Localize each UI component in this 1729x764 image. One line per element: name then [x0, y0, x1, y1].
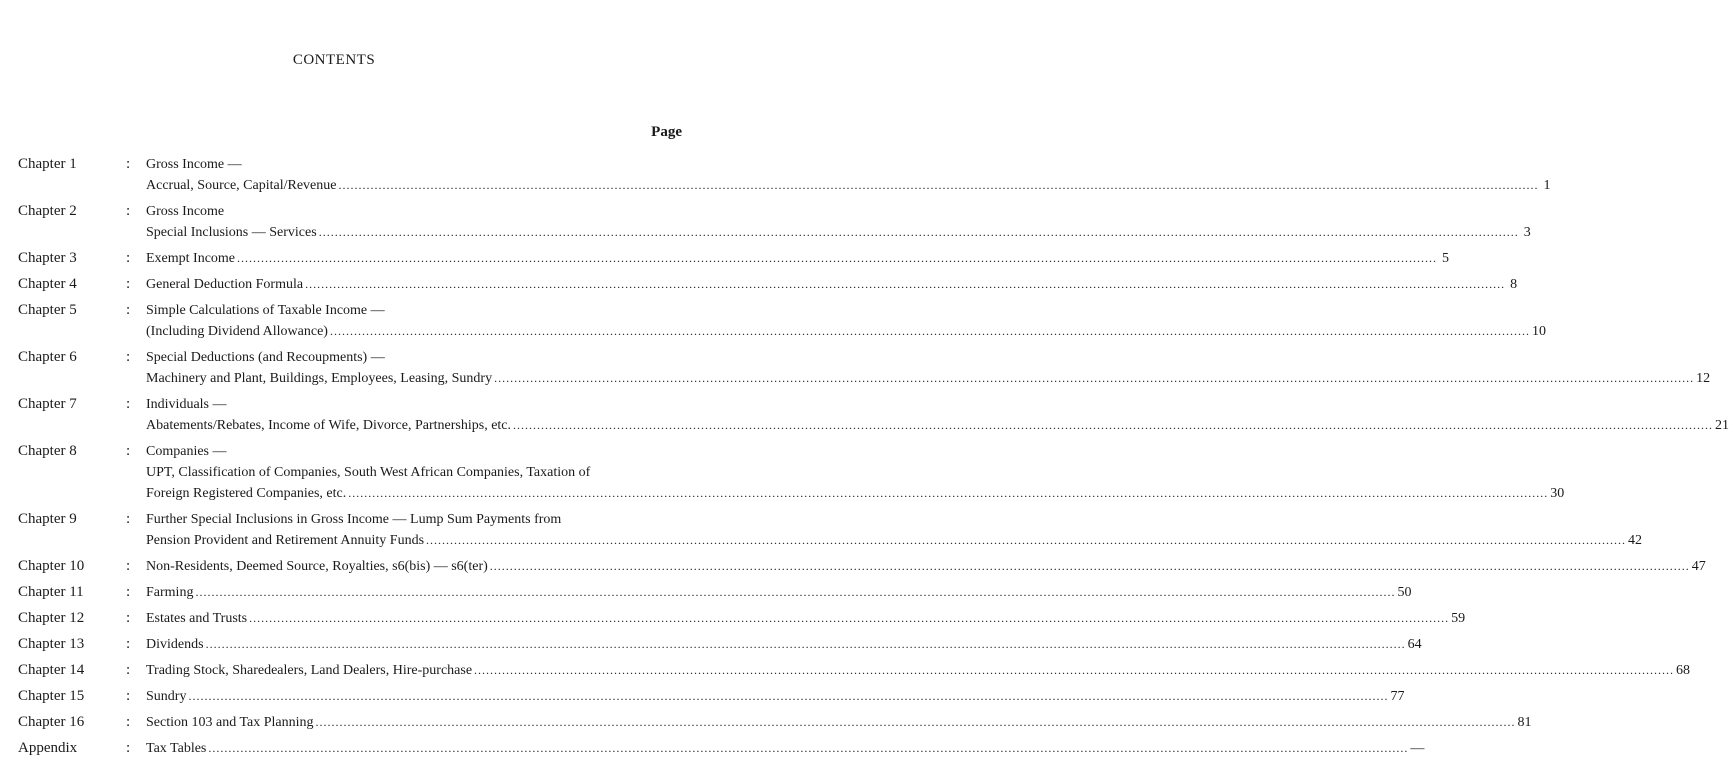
description-text: Pension Provident and Retirement Annuity Funds [146, 533, 425, 548]
entry-description [146, 509, 1643, 551]
page-number: 1 [1543, 178, 1551, 193]
chapter-label: Chapter 6 [18, 349, 77, 365]
separator-colon: : [126, 302, 131, 318]
description-final-line [146, 175, 1551, 196]
entry-description [146, 556, 1706, 577]
dot-leader: ............................................................................................................................................................................................................................................................................................................ [318, 225, 1519, 239]
toc-entry [0, 686, 1405, 707]
description-text: Trading Stock, Sharedealers, Land Dealers, Hire-purchase [146, 663, 473, 678]
separator-colon: : [126, 156, 131, 172]
page-number: 47 [1691, 559, 1706, 574]
description-final-line [146, 248, 1450, 269]
description-final-line [146, 415, 1729, 436]
dot-leader: ............................................................................................................................................................................................................................................................................................................ [208, 741, 1409, 755]
description-text: Dividends [146, 637, 204, 652]
entry-description [146, 394, 1729, 436]
entry-description [146, 582, 1412, 603]
toc-entry [0, 738, 1425, 759]
chapter-label: Chapter 7 [18, 396, 77, 412]
description-text: Non-Residents, Deemed Source, Royalties, s6(bis) — s6(ter) [146, 559, 488, 574]
page-number: 50 [1397, 585, 1412, 600]
dot-leader: ............................................................................................................................................................................................................................................................................................................ [338, 178, 1539, 192]
chapter-label: Chapter 14 [18, 662, 85, 678]
page-number: — [1410, 741, 1425, 756]
separator-colon: : [126, 396, 131, 412]
chapter-label: Chapter 2 [18, 203, 77, 219]
dot-leader: ............................................................................................................................................................................................................................................................................................................ [426, 533, 1627, 547]
description-text: Special Inclusions — Services [146, 225, 317, 240]
dot-leader: ............................................................................................................................................................................................................................................................................................................ [494, 371, 1695, 385]
entry-description [146, 201, 1531, 243]
page-number: 42 [1628, 533, 1643, 548]
chapter-label: Chapter 16 [18, 714, 85, 730]
separator-colon: : [126, 636, 131, 652]
page-number: 30 [1550, 486, 1565, 501]
description-final-line [146, 634, 1422, 655]
toc-entry [0, 300, 1546, 342]
page-number: 77 [1390, 689, 1405, 704]
separator-colon: : [126, 250, 131, 266]
toc-entry [0, 660, 1691, 681]
toc-entry [0, 274, 1518, 295]
toc-entry [0, 634, 1422, 655]
entry-description [146, 686, 1405, 707]
separator-colon: : [126, 511, 131, 527]
chapter-label: Chapter 5 [18, 302, 77, 318]
page-number: 59 [1451, 611, 1466, 626]
toc-entry [0, 608, 1466, 629]
description-text: Exempt Income [146, 251, 236, 266]
description-final-line [146, 556, 1706, 577]
separator-colon: : [126, 349, 131, 365]
description-text: Foreign Registered Companies, etc. [146, 486, 347, 501]
chapter-label: Chapter 10 [18, 558, 85, 574]
dot-leader: ............................................................................................................................................................................................................................................................................................................ [315, 715, 1516, 729]
chapter-label: Chapter 1 [18, 156, 77, 172]
description-line: Special Deductions (and Recoupments) — [146, 350, 385, 365]
dot-leader: ............................................................................................................................................................................................................................................................................................................ [205, 637, 1406, 651]
dot-leader: ............................................................................................................................................................................................................................................................................................................ [237, 251, 1438, 265]
dot-leader: ............................................................................................................................................................................................................................................................................................................ [513, 418, 1714, 432]
description-text: General Deduction Formula [146, 277, 304, 292]
chapter-label: Chapter 3 [18, 250, 77, 266]
toc-entry [0, 248, 1450, 269]
page-number: 5 [1442, 251, 1450, 266]
separator-colon: : [126, 443, 131, 459]
chapter-label: Chapter 4 [18, 276, 77, 292]
entry-description [146, 608, 1466, 629]
entry-description [146, 660, 1691, 681]
page-title: CONTENTS [292, 52, 376, 68]
separator-colon: : [126, 558, 131, 574]
description-final-line [146, 321, 1546, 342]
description-text: Tax Tables [146, 741, 207, 756]
page-number: 10 [1531, 324, 1546, 339]
table-of-contents [0, 154, 1729, 764]
chapter-label: Chapter 8 [18, 443, 77, 459]
dot-leader: ............................................................................................................................................................................................................................................................................................................ [474, 663, 1675, 677]
toc-entry [0, 582, 1412, 603]
dot-leader: ............................................................................................................................................................................................................................................................................................................ [188, 689, 1389, 703]
entry-description [146, 274, 1518, 295]
description-final-line [146, 712, 1532, 733]
description-text: Farming [146, 585, 194, 600]
entry-description [146, 634, 1422, 655]
description-final-line [146, 660, 1691, 681]
description-line: UPT, Classification of Companies, South West African Companies, Taxation of [146, 465, 591, 480]
separator-colon: : [126, 276, 131, 292]
description-text: Estates and Trusts [146, 611, 248, 626]
separator-colon: : [126, 714, 131, 730]
dot-leader: ............................................................................................................................................................................................................................................................................................................ [195, 585, 1396, 599]
page-number: 12 [1696, 371, 1711, 386]
entry-description [146, 300, 1546, 342]
entry-description [146, 347, 1711, 389]
entry-description [146, 154, 1551, 196]
toc-entry [0, 394, 1729, 436]
chapter-label: Chapter 15 [18, 688, 85, 704]
page-number: 64 [1407, 637, 1422, 652]
description-final-line [146, 608, 1466, 629]
separator-colon: : [126, 203, 131, 219]
toc-entry [0, 154, 1551, 196]
page-number: 81 [1517, 715, 1532, 730]
entry-description [146, 738, 1425, 759]
page-column-header: Page [651, 124, 682, 140]
chapter-label: Chapter 13 [18, 636, 85, 652]
separator-colon: : [126, 740, 131, 756]
page-number: 8 [1510, 277, 1518, 292]
description-final-line [146, 483, 1565, 504]
entry-description [146, 712, 1532, 733]
toc-entry [0, 509, 1643, 551]
dot-leader: ............................................................................................................................................................................................................................................................................................................ [329, 324, 1530, 338]
description-final-line [146, 530, 1643, 551]
entry-description [146, 248, 1450, 269]
description-text: Accrual, Source, Capital/Revenue [146, 178, 337, 193]
description-final-line [146, 686, 1405, 707]
separator-colon: : [126, 688, 131, 704]
description-final-line [146, 738, 1425, 759]
chapter-label: Chapter 9 [18, 511, 77, 527]
toc-entry [0, 556, 1706, 577]
dot-leader: ............................................................................................................................................................................................................................................................................................................ [348, 486, 1549, 500]
chapter-label: Chapter 11 [18, 584, 84, 600]
separator-colon: : [126, 662, 131, 678]
description-line: Simple Calculations of Taxable Income — [146, 303, 385, 318]
description-text: Abatements/Rebates, Income of Wife, Divorce, Partnerships, etc. [146, 418, 512, 433]
entry-description [146, 441, 1565, 504]
description-text: Sundry [146, 689, 187, 704]
chapter-label: Appendix [18, 740, 78, 756]
toc-entry [0, 441, 1565, 504]
dot-leader: ............................................................................................................................................................................................................................................................................................................ [489, 559, 1690, 573]
toc-entry [0, 712, 1532, 733]
separator-colon: : [126, 610, 131, 626]
toc-entry [0, 201, 1531, 243]
description-final-line [146, 582, 1412, 603]
chapter-label: Chapter 12 [18, 610, 85, 626]
description-text: Machinery and Plant, Buildings, Employees, Leasing, Sundry [146, 371, 493, 386]
dot-leader: ............................................................................................................................................................................................................................................................................................................ [305, 277, 1506, 291]
separator-colon: : [126, 584, 131, 600]
description-line: Further Special Inclusions in Gross Income — Lump Sum Payments from [146, 512, 562, 527]
description-final-line [146, 274, 1518, 295]
toc-entry [0, 347, 1711, 389]
description-line: Gross Income — [146, 157, 242, 172]
description-final-line [146, 368, 1711, 389]
page-number: 21 [1715, 418, 1729, 433]
page-number: 3 [1523, 225, 1531, 240]
page-number: 68 [1676, 663, 1691, 678]
description-line: Companies — [146, 444, 227, 459]
description-text: (Including Dividend Allowance) [146, 324, 328, 339]
description-text: Section 103 and Tax Planning [146, 715, 314, 730]
description-line: Gross Income [146, 204, 225, 219]
dot-leader: ............................................................................................................................................................................................................................................................................................................ [249, 611, 1450, 625]
description-final-line [146, 222, 1531, 243]
description-line: Individuals — [146, 397, 227, 412]
